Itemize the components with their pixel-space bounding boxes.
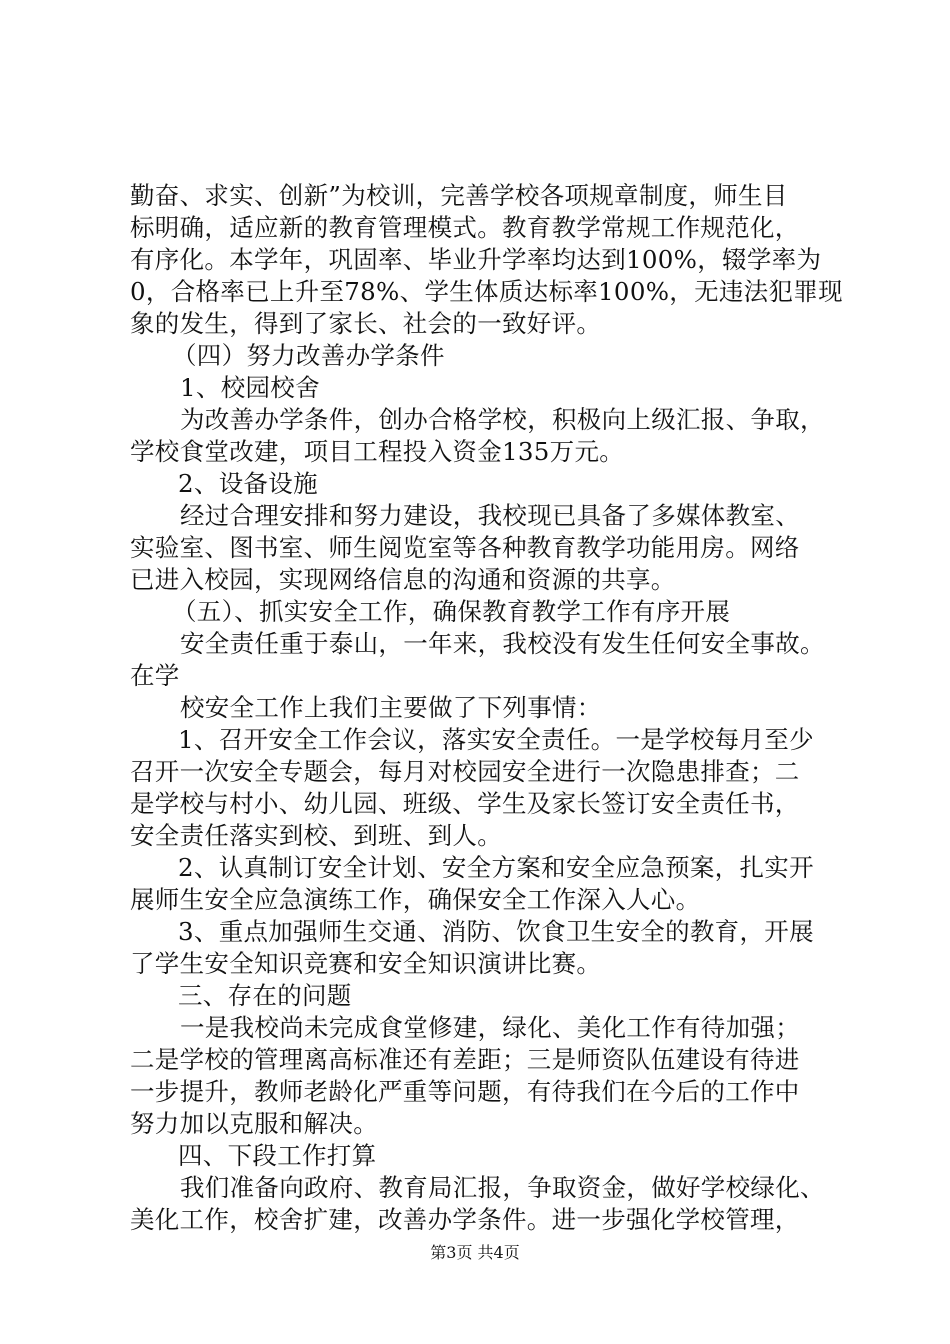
section-heading-4: （四）努力改善办学条件 — [172, 341, 445, 370]
text-line-12: 实验室、图书室、师生阅览室等各种教育教学功能用房。网络 — [130, 533, 800, 562]
text-line-22: 2、认真制订安全计划、安全方案和安全应急预案，扎实开 — [178, 853, 814, 882]
text-line-28: 二是学校的管理离高标准还有差距；三是师资队伍建设有待进 — [130, 1045, 800, 1074]
text-line-1: 勤奋、求实、创新”为校训，完善学校各项规章制度，师生目 — [130, 181, 788, 210]
text-line-15: 安全责任重于泰山，一年来，我校没有发生任何安全事故。 — [180, 629, 825, 658]
text-line-23: 展师生安全应急演练工作，确保安全工作深入人心。 — [130, 885, 701, 914]
section-heading-3: 三、存在的问题 — [178, 981, 352, 1010]
text-line-32: 我们准备向政府、教育局汇报，争取资金，做好学校绿化、 — [180, 1173, 825, 1202]
text-line-19: 召开一次安全专题会，每月对校园安全进行一次隐患排查；二 — [130, 757, 800, 786]
text-line-8: 为改善办学条件，创办合格学校，积极向上级汇报、争取， — [180, 405, 825, 434]
subheading-equipment: 2、设备设施 — [178, 469, 318, 498]
subheading-campus: 1、校园校舍 — [180, 373, 320, 402]
text-line-2: 标明确，适应新的教育管理模式。教育教学常规工作规范化， — [130, 213, 800, 242]
text-line-16: 在学 — [130, 661, 180, 690]
text-line-33: 美化工作，校舍扩建，改善办学条件。进一步强化学校管理， — [130, 1205, 800, 1234]
text-line-27: 一是我校尚未完成食堂修建，绿化、美化工作有待加强； — [180, 1013, 800, 1042]
section-heading-4-plan: 四、下段工作打算 — [178, 1141, 377, 1170]
text-line-4: 0，合格率已上升至78%、学生体质达标率100%，无违法犯罪现 — [130, 277, 843, 306]
text-line-24: 3、重点加强师生交通、消防、饮食卫生安全的教育，开展 — [178, 917, 814, 946]
text-line-20: 是学校与村小、幼儿园、班级、学生及家长签订安全责任书， — [130, 789, 800, 818]
text-line-5: 象的发生，得到了家长、社会的一致好评。 — [130, 309, 602, 338]
text-line-3: 有序化。本学年，巩固率、毕业升学率均达到100%，辍学率为 — [130, 245, 822, 274]
text-line-21: 安全责任落实到校、到班、到人。 — [130, 821, 502, 850]
text-line-13: 已进入校园，实现网络信息的沟通和资源的共享。 — [130, 565, 676, 594]
text-line-30: 努力加以克服和解决。 — [130, 1109, 378, 1138]
text-line-29: 一步提升，教师老龄化严重等问题，有待我们在今后的工作中 — [130, 1077, 800, 1106]
text-line-18: 1、召开安全工作会议，落实安全责任。一是学校每月至少 — [178, 725, 814, 754]
text-line-25: 了学生安全知识竞赛和安全知识演讲比赛。 — [130, 949, 602, 978]
text-line-11: 经过合理安排和努力建设，我校现已具备了多媒体教室、 — [180, 501, 800, 530]
text-line-9: 学校食堂改建，项目工程投入资金135万元。 — [130, 437, 625, 466]
page-footer: 第3页 共4页 — [430, 1243, 520, 1262]
text-line-17: 校安全工作上我们主要做了下列事情： — [180, 693, 602, 722]
section-heading-5: （五）、抓实安全工作，确保教育教学工作有序开展 — [172, 597, 731, 626]
